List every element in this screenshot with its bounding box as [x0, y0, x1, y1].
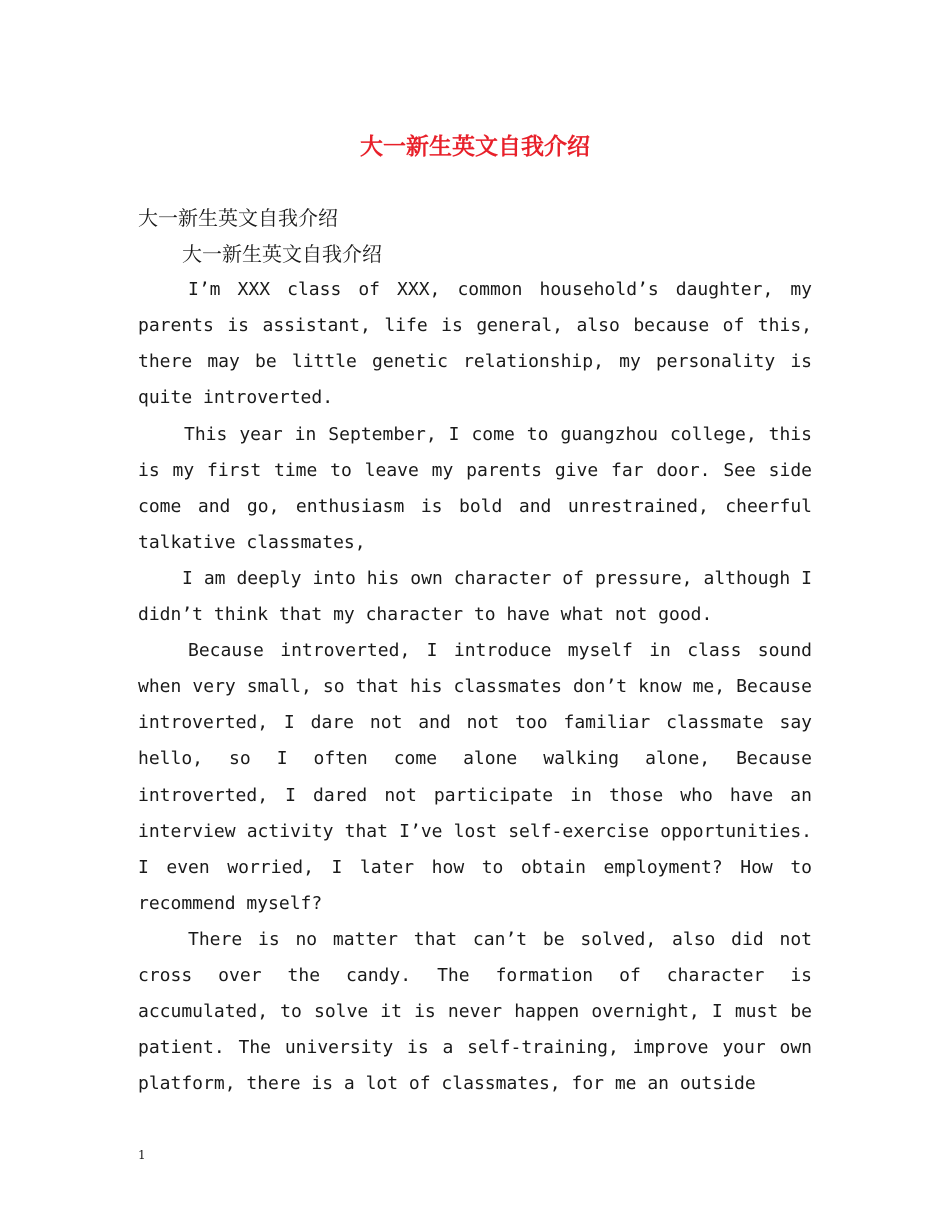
- paragraph-1: I’m XXX class of XXX, common household’s daughter, my parents is assistant, life is general, also because of this, there may be little genetic relationship, my personality is quite introverted.: [138, 279, 812, 409]
- page-number: 1: [138, 1148, 146, 1162]
- paragraph-4: Because introverted, I introduce myself in class sound when very small, so that his classmates don’t know me, Because introverted, I dare not and not too familiar classmate say hello, so I often come alone walking alone, Because introverted, I dared not participate in those who have an interview activity that I’ve lost self-exercise opportunities. I even worried, I later how to obtain employment? How to recommend myself?: [138, 640, 812, 914]
- paragraph-3: I am deeply into his own character of pressure, although I didn’t think that my character to have what not good.: [138, 567, 812, 626]
- paragraph-2: This year in September, I come to guangzhou college, this is my first time to leave my parents give far door. See side come and go, enthusiasm is bold and unrestrained, cheerful talkative classmates,: [138, 423, 812, 553]
- section-heading: 大一新生英文自我介绍: [138, 206, 338, 230]
- document-body: [138, 200, 812, 1102]
- section-subheading: 大一新生英文自我介绍: [182, 242, 382, 267]
- paragraph-5: There is no matter that can’t be solved, also did not cross over the candy. The formation of character is accumulated, to solve it is never happen overnight, I must be patient. The university is a self-training, improve your own platform, there is a lot of classmates, for me an outside: [138, 928, 812, 1095]
- document-title: 大一新生英文自我介绍: [360, 133, 590, 160]
